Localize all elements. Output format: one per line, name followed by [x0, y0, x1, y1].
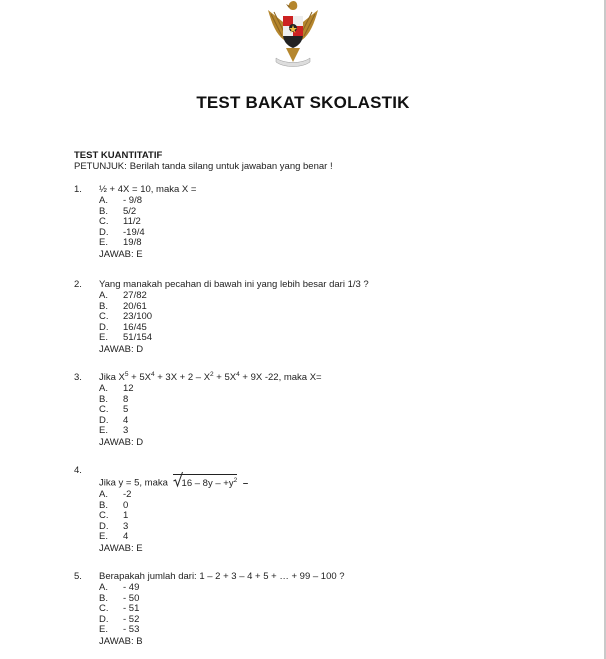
question-number: 1. — [74, 184, 82, 195]
radical-sign-icon — [173, 471, 183, 489]
question-number: 3. — [74, 372, 82, 383]
question-number: 2. — [74, 279, 82, 290]
page-title: TEST BAKAT SKOLASTIK — [196, 93, 410, 112]
instruction — [74, 161, 333, 172]
instruction-label: PETUNJUK: — [74, 161, 127, 172]
option-c[interactable]: C. 11/2 — [99, 216, 141, 227]
option-a[interactable]: A. -2 — [99, 489, 132, 500]
question-text: ½ + 4X = 10, maka X = — [99, 184, 197, 195]
option-d[interactable]: D. -19/4 — [99, 226, 145, 238]
question-text: Jika $X^5 + 5X^4 + 3X + 2 - X^2 + 5X^4 + 9X$ -22, maka X= — [99, 371, 322, 383]
question-text: Yang manakah pecahan di bawah ini yang lebih besar dari 1/3 ? — [99, 279, 369, 290]
square-root: $16 - 8y - +y^2$ — [173, 474, 238, 492]
option-e[interactable]: E. 19/8 — [99, 237, 142, 248]
option-a[interactable]: A. - 49 — [99, 582, 140, 593]
option-c[interactable]: C. 5 — [99, 404, 129, 415]
answer: JAWAB: B — [99, 635, 143, 647]
option-d[interactable]: D. 3 — [99, 520, 129, 532]
option-b[interactable]: B. 8 — [99, 393, 129, 405]
option-b[interactable]: B. 0 — [99, 499, 129, 511]
garuda-emblem-icon — [262, 0, 324, 72]
answer: JAWAB: D — [99, 343, 144, 355]
instruction-text: Berilah tanda silang untuk jawaban yang benar ! — [129, 161, 333, 172]
option-e[interactable]: E. 51/154 — [99, 332, 153, 343]
option-b[interactable]: B. 20/61 — [99, 300, 147, 312]
option-e[interactable]: E. 4 — [99, 531, 129, 542]
option-d[interactable]: D. 16/45 — [99, 321, 147, 333]
option-b[interactable]: B. 5/2 — [99, 205, 137, 217]
option-a[interactable]: A. 27/82 — [99, 290, 147, 301]
option-b[interactable]: B. - 50 — [99, 592, 140, 604]
option-d[interactable]: D. 4 — [99, 414, 129, 426]
question-text: Jika y = 5, maka $16 - 8y - +y^2$ – — [99, 474, 459, 490]
option-a[interactable]: A. - 9/8 — [99, 195, 143, 206]
option-c[interactable]: C. 23/100 — [99, 311, 153, 322]
option-c[interactable]: C. 1 — [99, 510, 129, 521]
section-title: TEST KUANTITATIF — [74, 150, 163, 161]
question-text: Berapakah jumlah dari: 1 – 2 + 3 – 4 + 5 + … + 99 – 100 ? — [99, 571, 345, 582]
question-number: 4. — [74, 465, 82, 476]
question-number: 5. — [74, 571, 82, 582]
option-c[interactable]: C. - 51 — [99, 603, 140, 614]
option-e[interactable]: E. 3 — [99, 425, 129, 436]
option-e[interactable]: E. - 53 — [99, 624, 140, 635]
answer: JAWAB: E — [99, 542, 143, 554]
answer: JAWAB: D — [99, 436, 144, 448]
answer: JAWAB: E — [99, 248, 143, 260]
option-d[interactable]: D. - 52 — [99, 613, 140, 625]
option-a[interactable]: A. 12 — [99, 383, 134, 394]
